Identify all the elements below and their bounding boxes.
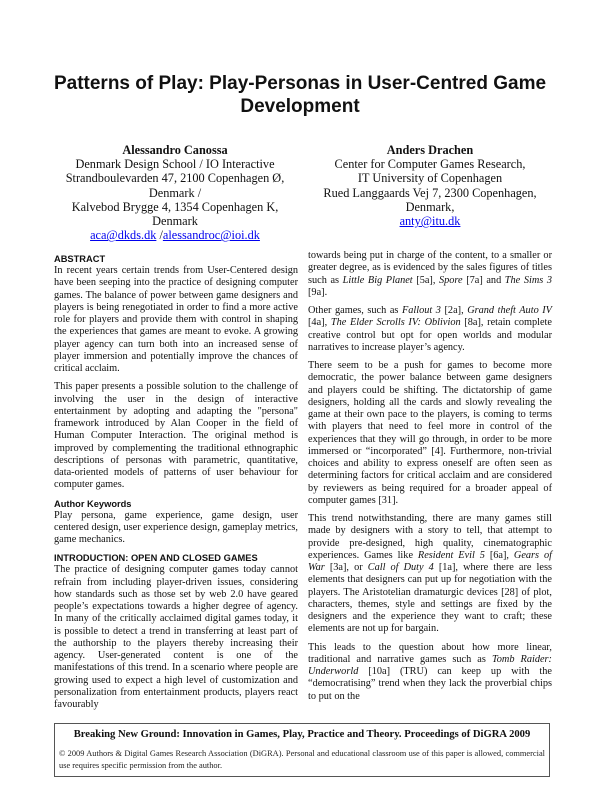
section-heading: INTRODUCTION: OPEN AND CLOSED GAMES	[54, 553, 258, 564]
game-title-italic: Grand theft Auto IV	[467, 305, 552, 316]
text-segment: [9a].	[308, 286, 328, 298]
affiliation-line: Strandboulevarden 47, 2100 Copenhagen Ø,	[65, 171, 285, 186]
paragraph	[308, 642, 552, 703]
author-block-2	[299, 143, 561, 228]
copyright-notice: © 2009 Authors & Digital Games Research Association (DiGRA). Personal and educational classroom use of this paper is allowed, commercial use requires specific permission from the author.	[59, 749, 545, 770]
author-name: Anders Drachen	[386, 143, 474, 157]
text-segment: The practice of designing computer games today cannot refrain from including player-driven issues, considering how standards such as those set by web 2.0 have geared people’s expectations towards a higher degree of agency. In many of the critically acclaimed digital games today, it is possible to detect a trend in transferring at least part of the authorship to the players thereby increasing their agency. User-generated content is one of the manifestations of this trend. In a scenario where people are growing used to expect a high level of customization and personalization from entertainment products, players react favourably	[54, 564, 298, 710]
text-segment: towards being put in charge of the content, to a smaller or greater degree, as is evidenced by the sales figures of titles such as	[308, 250, 552, 286]
game-title-italic: Gears of War	[308, 549, 552, 573]
game-title-italic: Resident Evil 5	[417, 549, 485, 561]
text-segment: [7a] and	[462, 274, 505, 286]
paragraph	[308, 305, 552, 354]
text-segment: Other games, such as	[308, 305, 402, 316]
text-segment: [10a] (TRU) can keep up with the “democratising” trend when they lack the proverbial chips to put on the	[308, 666, 552, 702]
email-link[interactable]: alessandroc@ioi.dk	[162, 228, 260, 243]
section-heading: ABSTRACT	[54, 254, 106, 264]
text-segment: There seem to be a push for games to become more democratic, the power balance between game designers and players could be shifting. The dictatorship of game designers, holding all the cards and slowly revealing the game at their own pace to the players, is coming to terms with players that need to feel more in control of the experiences that they will go through, in order to be more immersed or “incorporated” [4]. Furthermore, non-trivial choices and ability to express oneself are often seen as determining factors for critical acclaim and are considered by reviewers as being required for a broader appeal of computer games [31].	[308, 360, 552, 506]
text-segment: Play persona, game experience, game design, user centered design, user experience design, gameplay metrics, game mechanics.	[54, 509, 298, 545]
affiliation-line: IT University of Copenhagen	[357, 171, 503, 186]
text-segment: This trend notwithstanding, there are many games still made by designers with a story to tell, that attempt to provide pre-designed, high quality, cinematographic experiences. Games like	[308, 513, 552, 561]
text-segment: This leads to the question about how more linear, traditional and narrative games such as	[308, 641, 552, 665]
email-link[interactable]: anty@itu.dk	[399, 214, 461, 229]
section-heading: Author Keywords	[54, 498, 132, 509]
text-segment: In recent years certain trends from User-Centered design have been seeping into the practice of designing computer games. The balance of power between game designers and players is being renegotiated in order to find a more active role for players and provide them with control in shaping the experiences that games are meant to evoke. A growing player agency can turn both into an increased sense of player immersion and potentially improve the chances of critical acclaim.	[54, 265, 298, 374]
text-segment: [5a],	[412, 274, 439, 286]
text-segment: [3a], or	[324, 562, 368, 573]
author-block-1	[44, 143, 306, 242]
text-segment: This paper presents a possible solution to the challenge of involving the user in the design of interactive entertainment by adopting and adapting the "persona" framework introduced by Alan Cooper in the field of Human Computer Interaction. The original method is improved by complementing the traditional ethnographic descriptions of personas with parametric, quantitative, data-oriented models of patterns of user behaviour for computer games.	[54, 381, 298, 491]
game-title-italic: Call of Duty 4	[367, 562, 434, 573]
text-segment: [2a],	[440, 305, 468, 316]
paragraph	[54, 564, 298, 711]
paragraph	[54, 381, 298, 491]
paragraph	[54, 510, 298, 547]
paragraph	[308, 513, 552, 636]
paper-title: Patterns of Play: Play-Personas in User-Centred Game Development	[53, 73, 547, 117]
conference-line: Breaking New Ground: Innovation in Games, Play, Practice and Theory. Proceedings of DiGRA 2009	[73, 729, 531, 740]
text-segment: [8a], retain complete creative control but opt for open worlds and modular narratives to increase player’s agency.	[308, 317, 552, 353]
left-column	[54, 249, 298, 717]
author-name: Alessandro Canossa	[122, 143, 228, 157]
game-title-italic: Tomb Raider: Underworld	[308, 653, 552, 677]
affiliation-line: Kalvebod Brygge 4, 1354 Copenhagen K,	[71, 199, 279, 214]
text-segment: [4a],	[308, 317, 331, 329]
affiliation-line: Denmark Design School / IO Interactive	[75, 157, 275, 172]
game-title-italic: Little Big Planet	[342, 274, 413, 286]
email-link[interactable]: aca@dkds.dk	[90, 228, 157, 243]
affiliation-line: Denmark	[152, 214, 198, 229]
text-segment: [1a], where there are less elements that designers can put up for negotiation with the players. The Aristotelian dramaturgic devices [28] of plot, characters, themes, style and settings are fixed by the designers and the experience they want to craft; these elements are not up for bargain.	[308, 562, 552, 635]
game-title-italic: The Sims 3	[504, 274, 552, 286]
game-title-italic: The Elder Scrolls IV: Oblivion	[330, 317, 461, 329]
right-column	[308, 250, 552, 709]
affiliation-line: Denmark,	[405, 199, 455, 214]
affiliation-line: Denmark /	[148, 185, 202, 200]
game-title-italic: Spore	[438, 274, 463, 286]
paragraph	[308, 360, 552, 507]
footer-box	[54, 723, 550, 777]
email-separator: /	[156, 228, 163, 243]
paragraph	[308, 250, 552, 299]
game-title-italic: Fallout 3	[401, 305, 441, 316]
paragraph	[54, 265, 298, 375]
affiliation-line: Center for Computer Games Research,	[334, 157, 526, 172]
text-segment: [6a],	[484, 549, 514, 561]
affiliation-line: Rued Langgaards Vej 7, 2300 Copenhagen,	[323, 185, 537, 200]
